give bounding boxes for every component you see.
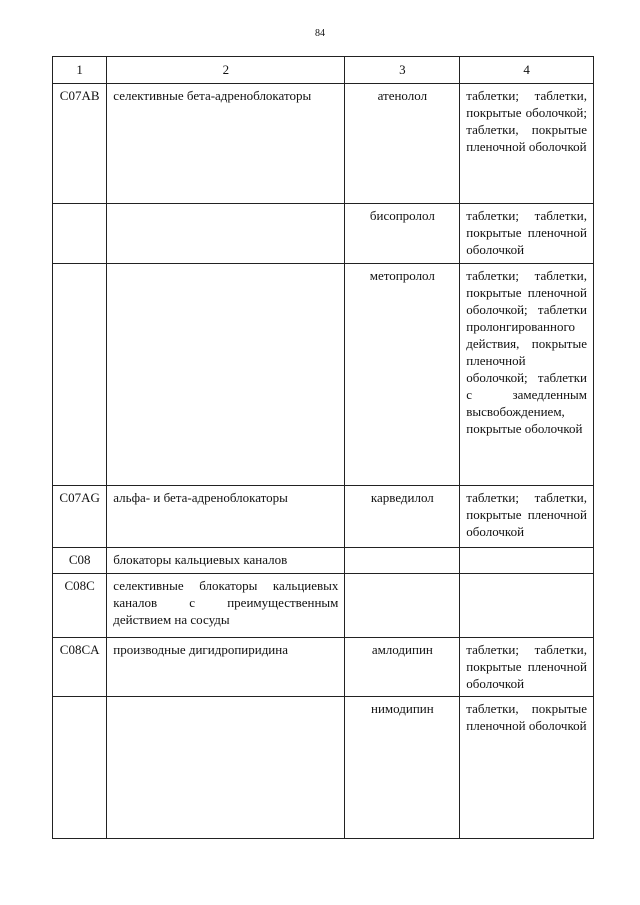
- atc-code: C07AG: [53, 486, 107, 548]
- column-header-2: 2: [107, 57, 345, 84]
- dosage-forms-empty: [460, 548, 594, 574]
- atc-code: C08: [53, 548, 107, 574]
- drug-name-empty: [345, 574, 460, 638]
- drug-name: метопролол: [345, 264, 460, 486]
- group-name: блокаторы кальциевых каналов: [107, 548, 345, 574]
- drug-name: атенолол: [345, 84, 460, 204]
- table-row: [53, 486, 594, 548]
- drug-name: нимодипин: [345, 697, 460, 839]
- atc-code-continuation: [53, 697, 107, 839]
- group-name-continuation: [107, 697, 345, 839]
- group-name-continuation: [107, 264, 345, 486]
- atc-code: C08C: [53, 574, 107, 638]
- table-row: [53, 548, 594, 574]
- column-header-3: 3: [345, 57, 460, 84]
- atc-code-continuation: [53, 204, 107, 264]
- group-name: альфа- и бета-адреноблокаторы: [107, 486, 345, 548]
- table-row: [53, 264, 594, 486]
- dosage-forms: таблетки; таблетки, покрытые пленочной оболочкой; таблетки пролонгированного действия, покрытые пленочной оболочкой; таблетки с замедленным высвобождением, покрытые оболочкой: [460, 264, 594, 486]
- page-number: 84: [315, 28, 325, 39]
- column-header-4: 4: [460, 57, 594, 84]
- dosage-forms: таблетки; таблетки, покрытые пленочной оболочкой: [460, 638, 594, 697]
- drug-classification-table: [52, 56, 594, 839]
- group-name: селективные блокаторы кальциевых каналов с преимущественным действием на сосуды: [107, 574, 345, 638]
- dosage-forms: таблетки; таблетки, покрытые оболочкой; таблетки, покрытые пленочной оболочкой: [460, 84, 594, 204]
- table-row: [53, 697, 594, 839]
- atc-code: C07AB: [53, 84, 107, 204]
- drug-name: амлодипин: [345, 638, 460, 697]
- table-row: [53, 84, 594, 204]
- dosage-forms: таблетки; таблетки, покрытые пленочной оболочкой: [460, 204, 594, 264]
- table-header-row: [53, 57, 594, 84]
- atc-code: C08CA: [53, 638, 107, 697]
- group-name-continuation: [107, 204, 345, 264]
- table-row: [53, 574, 594, 638]
- table-row: [53, 204, 594, 264]
- atc-code-continuation: [53, 264, 107, 486]
- group-name: селективные бета-адреноблокаторы: [107, 84, 345, 204]
- table-row: [53, 638, 594, 697]
- column-header-1: 1: [53, 57, 107, 84]
- drug-name: карведилол: [345, 486, 460, 548]
- dosage-forms: таблетки; таблетки, покрытые пленочной оболочкой: [460, 486, 594, 548]
- dosage-forms: таблетки, покрытые пленочной оболочкой: [460, 697, 594, 839]
- drug-name-empty: [345, 548, 460, 574]
- dosage-forms-empty: [460, 574, 594, 638]
- drug-name: бисопролол: [345, 204, 460, 264]
- group-name: производные дигидропиридина: [107, 638, 345, 697]
